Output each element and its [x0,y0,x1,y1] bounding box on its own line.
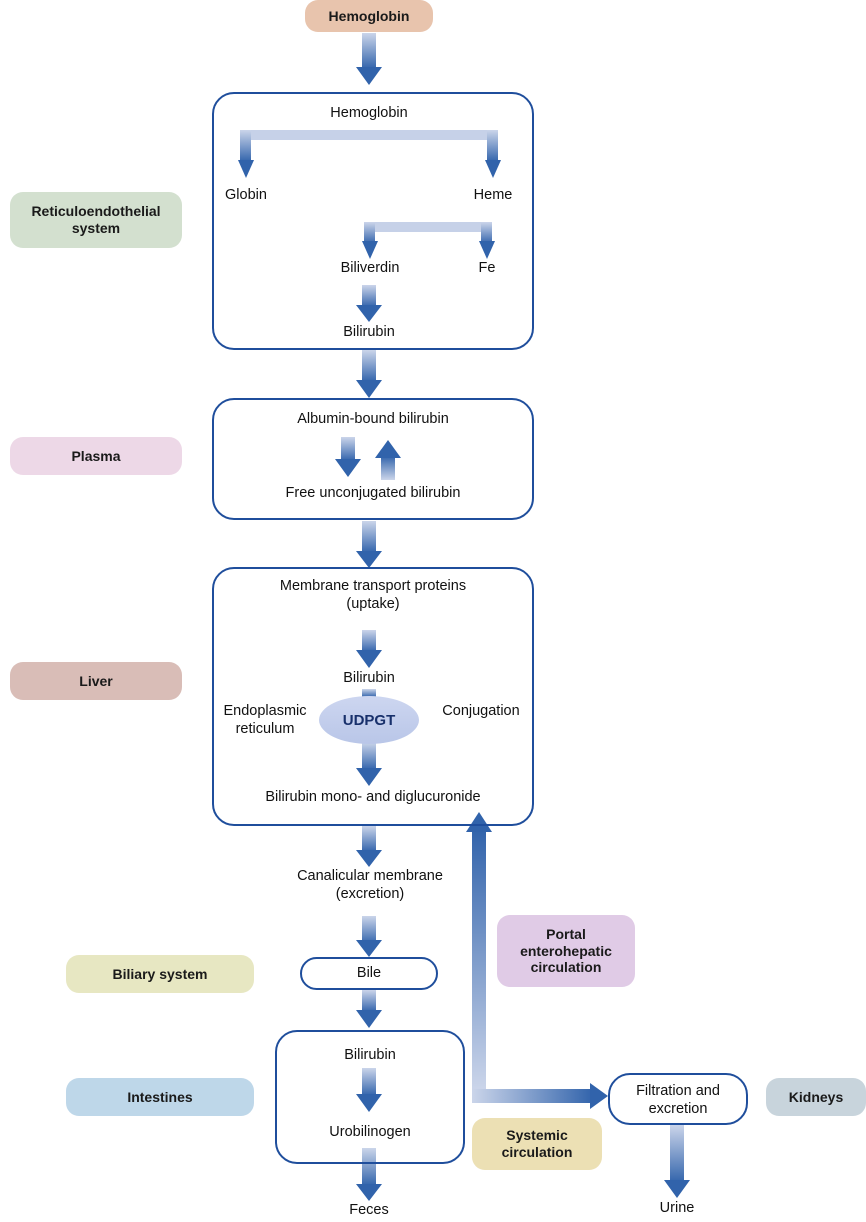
compartment-reticuloendothelial-label: Reticuloendothelial system [31,203,161,236]
node-bilirubin-intestine: Bilirubin [344,1047,396,1063]
compartment-biliary-label: Biliary system [112,965,208,982]
compartment-liver [10,662,182,700]
node-membrane-transport-proteins: Membrane transport proteins (uptake) [279,578,467,613]
udpgt-label: UDPGT [342,711,396,729]
compartment-portal [497,915,635,987]
compartment-kidneys [766,1078,866,1116]
compartment-systemic-label: Systemic circulation [501,1127,573,1160]
compartment-biliary [66,955,254,993]
node-bile: Bile [356,965,382,981]
node-urobilinogen: Urobilinogen [329,1124,411,1140]
node-biliverdin: Biliverdin [340,260,400,276]
node-fe: Fe [478,260,496,276]
compartment-reticuloendothelial [10,192,182,248]
node-free-unconjugated-bilirubin: Free unconjugated bilirubin [285,485,461,501]
node-feces: Feces [349,1202,389,1218]
node-globin: Globin [225,187,267,203]
compartment-intestines-label: Intestines [127,1088,193,1105]
compartment-systemic [472,1118,602,1170]
node-conjugation: Conjugation [442,703,520,719]
node-bilirubin-res: Bilirubin [343,324,395,340]
node-bilirubin-liver: Bilirubin [343,670,395,686]
header-label: Hemoglobin [328,7,410,24]
compartment-plasma-label: Plasma [71,447,121,464]
header-hemoglobin-pill [305,0,433,32]
node-urine: Urine [659,1200,695,1216]
node-canalicular-membrane: Canalicular membrane (excretion) [297,868,443,903]
node-res-hemoglobin: Hemoglobin [330,105,408,121]
node-bilirubin-glucuronide: Bilirubin mono- and diglucuronide [265,789,481,805]
node-filtration-and-excretion: Filtration and excretion [636,1083,720,1118]
compartment-kidneys-label: Kidneys [788,1088,844,1105]
udpgt-ellipse [319,696,419,744]
node-heme: Heme [473,187,513,203]
reticuloendothelial-box [212,92,534,350]
compartment-intestines [66,1078,254,1116]
compartment-liver-label: Liver [79,672,113,689]
compartment-portal-label: Portal enterohepatic circulation [520,925,612,976]
node-endoplasmic-reticulum: Endoplasmic reticulum [223,703,307,738]
node-albumin-bound-bilirubin: Albumin-bound bilirubin [297,411,449,427]
compartment-plasma [10,437,182,475]
